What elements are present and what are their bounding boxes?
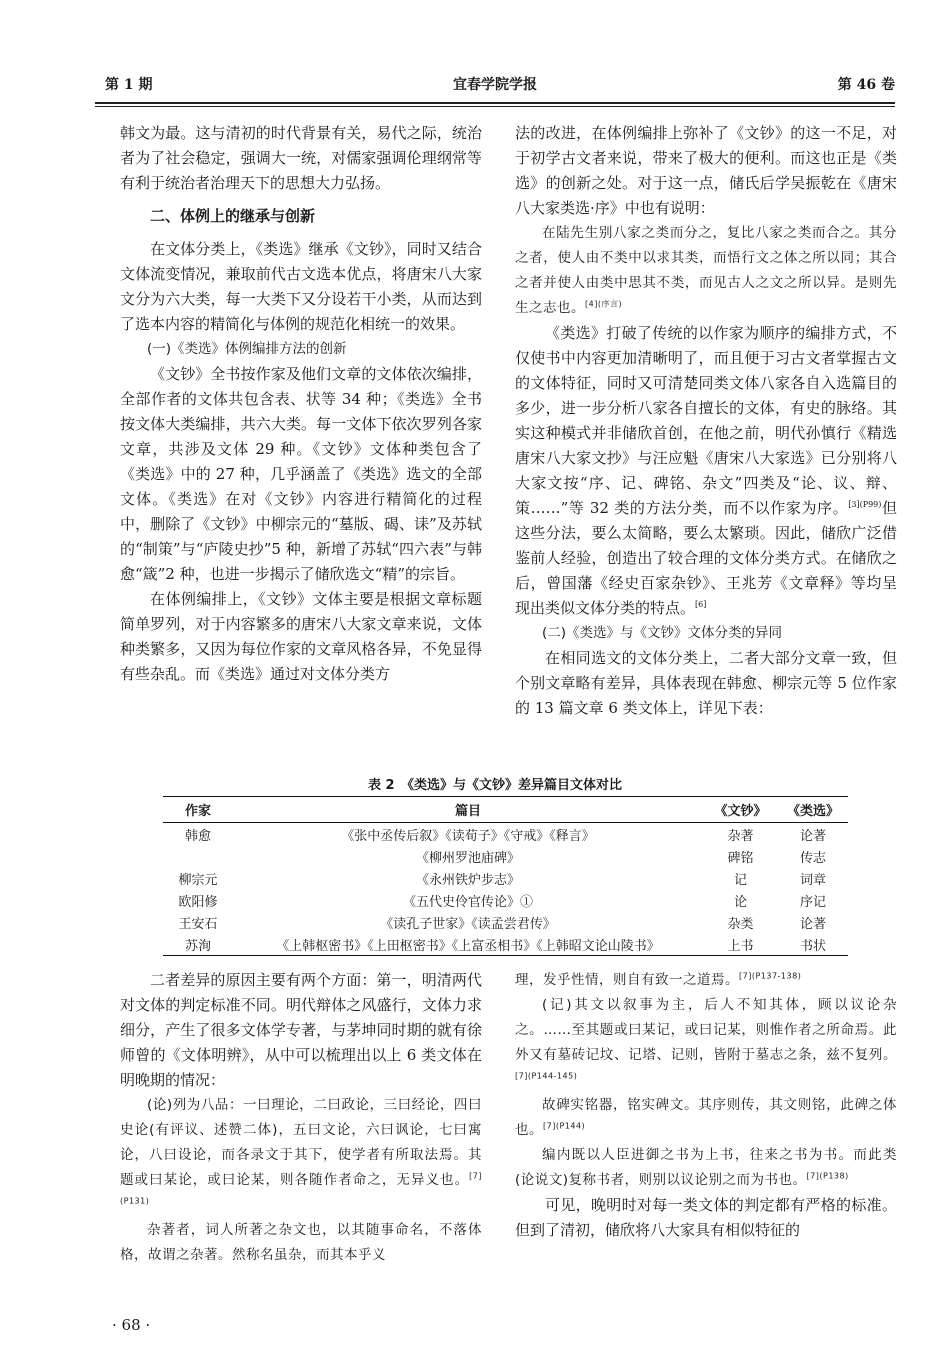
table-row [163,867,848,889]
cell-author: 欧阳修 [178,894,218,910]
paragraph-breaks: 《类选》打破了传统的以作家为顺序的编排方式，不仅使书中内容更加清晰明了，而且便于习古文者掌握古文的文体特征，同时又可清楚同类文体八家各自入选篇目的多少，进一步分析八家各自擅长的文体，有史的脉络。其实这种模式并非储欣首创，在他之前，明代孙慎行《精选唐宋八大家文抄》与汪应魁《唐宋八大家选》已分别将八大家文按“序、记、碑铭、杂文”四类及“论、议、辩、策……”等 32 类的方法分类，而不以作家为序。$^{[3](P99)}$但这些分法，要么太简略，要么太繁琐。因此，储欣广泛借鉴前人经验，创造出了较合理的文体分类方式。在储欣之后，曾国藩《经史百家杂钞》、王兆芳《文章释》等均呈现出类似文体分类的特点。[6] [515,324,897,617]
lower-left-column [120,968,482,1268]
cell-leixuan: 传志 [799,850,826,866]
paragraph-same: 在相同选文的文体分类上，二者大部分文章一致，但个别文章略有差异，具体表现在韩愈、柳宗元等 5 位作家的 13 篇文章 6 类文体上，详见下表： [515,649,897,717]
block-quote-shu: 编内既以人臣进御之书为上书，往来之书为书。而此类(论说文)复称书者，则别以议论别之而为书也。$^{[7](P138)}$ [515,1147,897,1188]
cell-titles: 《柳州罗池庙碑》 [415,850,520,866]
cell-leixuan: 序记 [799,894,826,910]
column-header: 《文钞》 [703,797,778,823]
citation: [7](P131) [120,1171,482,1206]
cell-titles: 《读孔子世家》《读孟尝君传》 [380,916,556,932]
issue-number: 第 1 期 [105,77,153,93]
cell-wenchao: 杂类 [727,916,754,932]
cell-wenchao: 论 [733,894,747,910]
column-header: 篇目 [233,797,703,823]
cell-author: 柳宗元 [178,872,218,888]
table-row [163,823,848,846]
table-header-row [163,797,848,823]
page-number: · 68 · [112,1316,151,1334]
table-row [163,933,848,956]
table-row [163,911,848,933]
cell-author: 王安石 [178,916,218,932]
cell-author: 韩愈 [184,828,211,844]
header-rule-thick [95,102,895,104]
block-quote-ji: (记)其文以叙事为主，后人不知其体，顾以议论杂之。……至其题或曰某记，或曰记某，则惟作者之所命焉。此外又有墓砖记坟、记塔、记则，皆附于墓志之条，兹不复列。$^{[7](P144-145)}$ [515,997,897,1081]
cell-wenchao: 碑铭 [727,850,754,866]
cell-titles: 《五代史伶官传论》① [402,894,533,910]
cell-wenchao: 记 [733,872,747,888]
block-quote-lun: (论)列为八品：一曰理论，二曰政论，三曰经论，四曰史论(有评议、述赞二体)，五曰文论，六曰讽论，七曰寓论，八曰设论，而各录文于其下，使学者有所取法焉。其题或曰某论，或曰论某，则各随作者命之，无异义也。$^{[7](P131)}$ [120,1097,482,1206]
citation: [6] [695,600,707,609]
paragraph-reasons: 二者差异的原因主要有两个方面：第一，明清两代对文体的判定标准不同。明代辩体之风盛行，文体力求细分，产生了很多文体学专著，与茅坤同时期的就有徐师曾的《文体明辨》，从中可以梳理出以上 6 类文体在明晚期的情况： [120,971,482,1089]
block-quote-zazhu: 杂著者，词人所著之杂文也，以其随事命名，不落体格，故谓之杂著。然称名虽杂，而其本乎义 [120,1222,482,1263]
block-quote-bei: 故碑实铭器，铭实碑文。其序则传，其文则铭，此碑之体也。$^{[7](P144)}$ [515,1097,897,1138]
header-rule-thin [95,106,895,107]
cell-wenchao: 杂著 [727,828,754,844]
citation: [7](P137-138) [739,971,802,981]
table-row [163,845,848,867]
cell-leixuan: 词章 [799,872,826,888]
paragraph-arrangement: 在体例编排上，《文钞》文体主要是根据文章标题简单罗列，对于内容繁多的唐宋八大家文章来说，文体种类繁多，又因为每位作家的文章风格各异，不免显得有些杂乱。而《类选》通过对文体分类方 [120,590,482,683]
cell-wenchao: 上书 [703,933,778,956]
lower-right-column [515,968,897,1243]
section-heading: 二、体例上的继承与创新 [150,207,316,225]
cell-titles: 《上韩枢密书》《上田枢密书》《上富丞相书》《上韩昭文论山陵书》 [233,933,703,956]
cell-leixuan: 书状 [778,933,848,956]
citation: [7](P138) [806,1171,849,1181]
journal-title: 宜春学院学报 [453,77,537,93]
column-header: 《类选》 [778,797,848,823]
paragraph-conclusion: 可见，晚明时对每一类文体的判定都有严格的标准。但到了清初，储欣将八大家具有相似特征的 [515,1196,897,1239]
citation: [4](序言) [585,299,623,309]
subheading-1: (一)《类选》体例编排方法的创新 [147,341,347,357]
block-quote-zazhu-tail: 理，发乎性情，则自有致一之道焉。$^{[7](P137-138)}$ [515,971,802,988]
citation: [7](P144-145) [515,1071,578,1081]
citation: [7](P144) [543,1121,586,1131]
column-header: 作家 [163,797,233,823]
block-quote-wu: 在陆先生别八家之类而分之，复比八家之类而合之。其分之者，使人由不类中以求其类，而悟行文之体之所以同；其合之者并使人由类中思其不类，而见古人之文之所以异。是则先生之志也。$^{[4](序言)}$ [515,225,897,316]
table-row [163,889,848,911]
running-header [95,74,895,100]
table-caption: 表 2 《类选》与《文钞》差异篇目文体对比 [367,778,623,793]
cell-author [163,845,233,867]
paragraph-continuation-right: 法的改进，在体例编排上弥补了《文钞》的这一不足，对于初学古文者来说，带来了极大的便利。而这也正是《类选》的创新之处。对于这一点，储氏后学吴振乾在《唐宋八大家类选·序》中也有说明： [515,124,897,217]
cell-titles: 《永州铁炉步志》 [415,872,520,888]
paragraph-wenchao: 《文钞》全书按作家及他们文章的文体依次编排，全部作者的文体共包含表、状等 34 种；《类选》全书按文体大类编排，共六大类。每一文体下依次罗列各家文章，共涉及文体 29 种。《文钞》文体种类包含了《类选》中的 27 种，几乎涵盖了《类选》选文的全部文体。《类选》在对《文钞》内容进行精简化的过程中，删除了《文钞》中柳宗元的“墓版、碣、诔”及苏轼的“制策”与“庐陵史抄”5 种，新增了苏轼“四六表”与韩愈“箴”2 种，也进一步揭示了储欣选文“精”的宗旨。 [120,365,482,583]
subheading-2: (二)《类选》与《文钞》文体分类的异同 [542,625,783,641]
cell-titles: 《张中丞传后叙》《读荀子》《守戒》《释言》 [341,828,595,844]
cell-leixuan: 论著 [799,916,826,932]
comparison-table [163,796,848,956]
paragraph-classification: 在文体分类上，《类选》继承《文钞》，同时又结合文体流变情况，兼取前代古文选本优点，将唐宋八大家文分为六大类，每一大类下又分设若干小类，从而达到了选本内容的精简化与体例的规范化相统一的效果。 [120,240,482,333]
volume-number: 第 46 卷 [837,77,895,93]
paragraph-continuation: 韩文为最。这与清初的时代背景有关，易代之际，统治者为了社会稳定，强调大一统，对儒家强调伦理纲常等有利于统治者治理天下的思想大力弘扬。 [120,124,482,192]
cell-author: 苏洵 [163,933,233,956]
left-column [120,121,482,687]
citation: [3](P99) [848,500,882,509]
right-column [515,121,897,721]
cell-leixuan: 论著 [799,828,826,844]
